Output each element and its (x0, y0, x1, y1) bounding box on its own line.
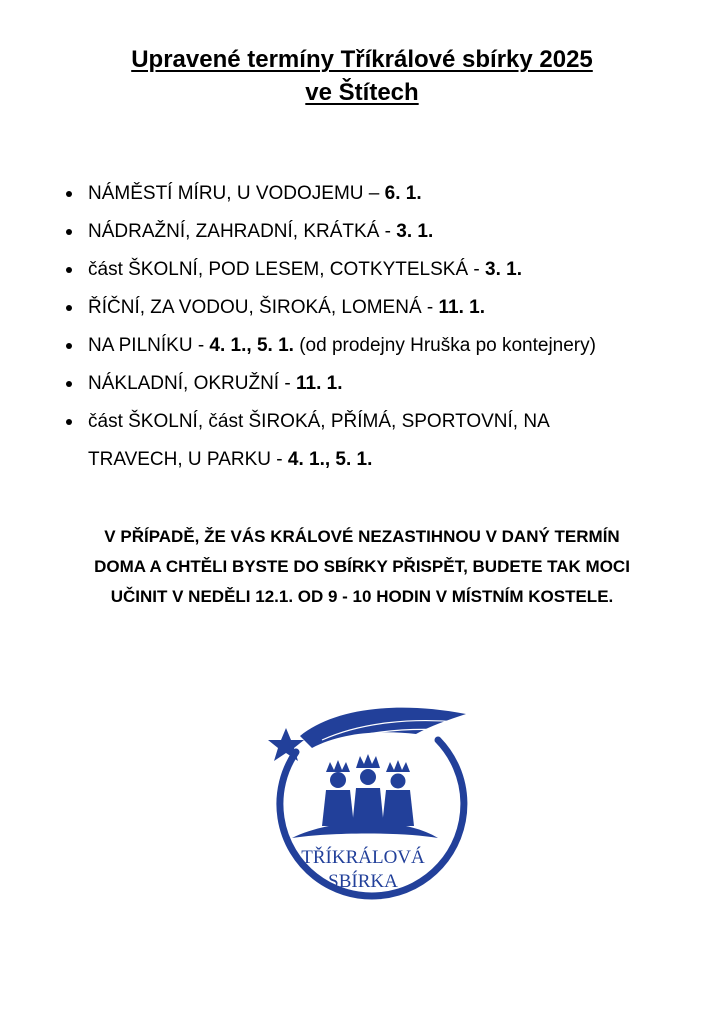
title-line-1: Upravené termíny Tříkrálové sbírky 2025 (131, 46, 593, 73)
list-item (62, 327, 702, 365)
list-item (62, 213, 702, 251)
item-streets: NÁKLADNÍ, OKRUŽNÍ - (88, 373, 296, 394)
item-date: 3. 1. (396, 221, 434, 242)
item-streets: část ŠKOLNÍ, POD LESEM, COTKYTELSKÁ - (88, 259, 485, 280)
bullet-icon (66, 305, 72, 311)
notice-line-2: DOMA A CHTĚLI BYSTE DO SBÍRKY PŘISPĚT, BUDETE TAK MOCI (94, 557, 630, 576)
item-note: (od prodejny Hruška po kontejnery) (293, 335, 596, 356)
list-item (62, 365, 702, 403)
list-item (62, 251, 702, 289)
list-item (62, 289, 702, 327)
bullet-icon (66, 191, 72, 197)
list-item (62, 403, 648, 479)
notice-text (40, 522, 684, 612)
notice-line-3: UČINIT V NEDĚLI 12.1. OD 9 - 10 HODIN V MÍSTNÍM KOSTELE. (110, 587, 614, 606)
logo-text-line-2: SBÍRKA (328, 871, 398, 892)
item-streets: část ŠKOLNÍ, část ŠIROKÁ, PŘÍMÁ, SPORTOVNÍ, NA TRAVECH, U PARKU - (88, 411, 549, 470)
title-line-2: ve Štítech (305, 79, 419, 106)
item-date: 11. 1. (438, 297, 485, 318)
item-date: 3. 1. (485, 259, 522, 280)
item-date: 4. 1., 5. 1. (287, 449, 373, 470)
schedule-list (62, 175, 702, 479)
item-streets: NÁMĚSTÍ MÍRU, U VODOJEMU – (88, 183, 385, 204)
tri-kralova-sbirka-logo (252, 700, 474, 922)
bullet-icon (66, 343, 72, 349)
bullet-icon (66, 229, 72, 235)
bullet-icon (66, 419, 72, 425)
logo-text-line-1: TŘÍKRÁLOVÁ (301, 847, 425, 868)
bullet-icon (66, 267, 72, 273)
item-date: 11. 1. (295, 373, 343, 394)
item-date: 4. 1., 5. 1. (209, 335, 294, 356)
notice-line-1: V PŘÍPADĚ, ŽE VÁS KRÁLOVÉ NEZASTIHNOU V DANÝ TERMÍN (104, 527, 620, 546)
page-title (0, 43, 724, 109)
item-date: 6. 1. (384, 183, 422, 204)
list-item (62, 175, 702, 213)
item-streets: ŘÍČNÍ, ZA VODOU, ŠIROKÁ, LOMENÁ - (88, 297, 439, 318)
item-streets: NÁDRAŽNÍ, ZAHRADNÍ, KRÁTKÁ - (88, 221, 397, 242)
logo-icon (252, 700, 474, 922)
item-streets: NA PILNÍKU - (88, 335, 210, 356)
bullet-icon (66, 381, 72, 387)
